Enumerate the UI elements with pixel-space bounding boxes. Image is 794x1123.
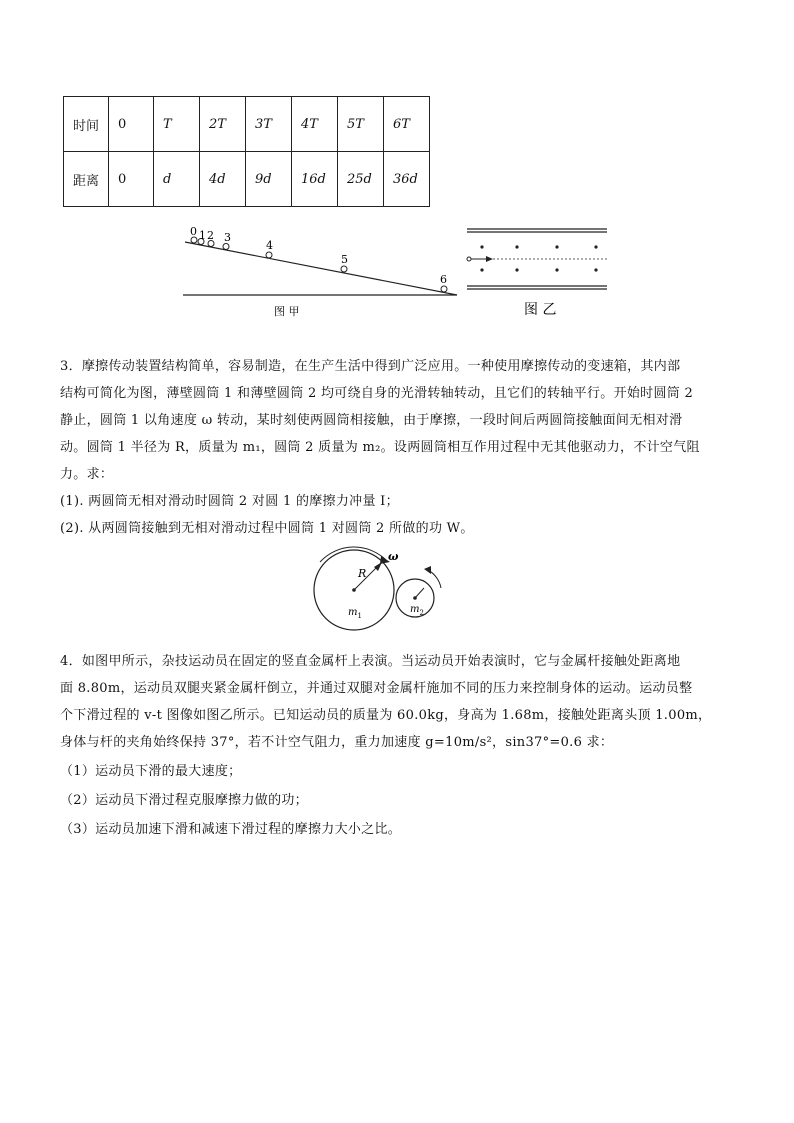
q4-line: （2）运动员下滑过程克服摩擦力做的功； (60, 793, 308, 808)
ball-6 (441, 286, 447, 292)
table-cell: 4d (200, 152, 246, 207)
point-label: 6 (440, 273, 447, 286)
question-4 (60, 648, 740, 843)
cylinders-figure (300, 540, 460, 640)
figure-caption: 图 乙 (524, 302, 557, 318)
q4-line: 面 8.80m，运动员双腿夹紧金属杆倒立，并通过双腿对金属杆施加不同的压力来控制身体的运动。运动员整 (60, 681, 693, 696)
table-cell: 9d (246, 152, 292, 207)
table-cell: 6T (384, 97, 430, 152)
ball-3 (223, 244, 229, 250)
point-label: 5 (341, 253, 348, 266)
incline-figure (175, 222, 465, 322)
point-label: 1 (199, 229, 206, 242)
table-cell: 25d (338, 152, 384, 207)
arrow-icon (486, 256, 493, 262)
question-3 (60, 353, 740, 542)
table-row-header: 时间 (64, 97, 109, 152)
m1-label: $m_1$ (348, 607, 362, 620)
m2-label: $m_2$ (410, 604, 424, 617)
table-row-header: 距离 (64, 152, 109, 207)
q4-line: 4．如图甲所示，杂技运动员在固定的竖直金属杆上表演。当运动员开始表演时，它与金属杆接触处距离地 (60, 654, 681, 669)
table-cell: 2T (200, 97, 246, 152)
q3-line: 力。求： (60, 467, 114, 482)
ball-4 (266, 252, 272, 258)
rotation-arrow-1 (320, 547, 386, 562)
point-label: 4 (266, 239, 273, 252)
figure-caption: 图 甲 (274, 305, 300, 318)
table-cell: 16d (292, 152, 338, 207)
q3-line: 3．摩擦传动装置结构简单，容易制造，在生产生活中得到广泛应用。一种使用摩擦传动的变速箱，其内部 (60, 359, 681, 374)
q3-line: 结构可简化为图，薄壁圆筒 1 和薄壁圆筒 2 均可绕自身的光滑转轴转动，且它们的转轴平行。开始时圆筒 2 (60, 386, 694, 401)
table-row (64, 97, 430, 152)
q4-line: （3）运动员加速下滑和减速下滑过程的摩擦力大小之比。 (60, 822, 402, 837)
table-cell: 4T (292, 97, 338, 152)
q3-line: 静止，圆筒 1 以角速度 ω 转动，某时刻使两圆筒相接触，由于摩擦，一段时间后两圆筒接触面间无相对滑 (60, 413, 683, 428)
q4-line: （1）运动员下滑的最大速度； (60, 764, 242, 779)
omega-label: ω (388, 550, 399, 563)
table-cell: 36d (384, 152, 430, 207)
q3-line: 动。圆筒 1 半径为 R，质量为 m₁，圆筒 2 质量为 m₂。设两圆筒相互作用过程中无其他驱动力，不计空气阻 (60, 440, 700, 455)
point-label: 0 (190, 225, 197, 238)
q4-line: 个下滑过程的 v-t 图像如图乙所示。已知运动员的质量为 60.0kg，身高为 1.68m，接触处距离头顶 1.00m， (60, 708, 712, 723)
q3-line: (1). 两圆筒无相对滑动时圆筒 2 对圆 1 的摩擦力冲量 I； (60, 494, 399, 509)
charge (467, 257, 471, 261)
field-figure (462, 222, 612, 322)
table-cell: 0 (109, 97, 154, 152)
point-label: 3 (224, 231, 231, 244)
table-cell: 3T (246, 97, 292, 152)
table-cell: d (154, 152, 200, 207)
table-row (64, 152, 430, 207)
time-distance-table (63, 96, 430, 207)
table-cell: 5T (338, 97, 384, 152)
ball-5 (341, 266, 347, 272)
field-dots (480, 245, 597, 271)
table-cell: T (154, 97, 200, 152)
radius-label: R (358, 567, 367, 580)
q4-line: 身体与杆的夹角始终保持 37°，若不计空气阻力，重力加速度 g=10m/s²，sin37°=0.6 求： (60, 735, 614, 750)
table-cell: 0 (109, 152, 154, 207)
arrow-icon (424, 566, 431, 574)
q3-line: (2). 从两圆筒接触到无相对滑动过程中圆筒 1 对圆筒 2 所做的功 W。 (60, 521, 474, 536)
point-label: 2 (207, 229, 214, 242)
